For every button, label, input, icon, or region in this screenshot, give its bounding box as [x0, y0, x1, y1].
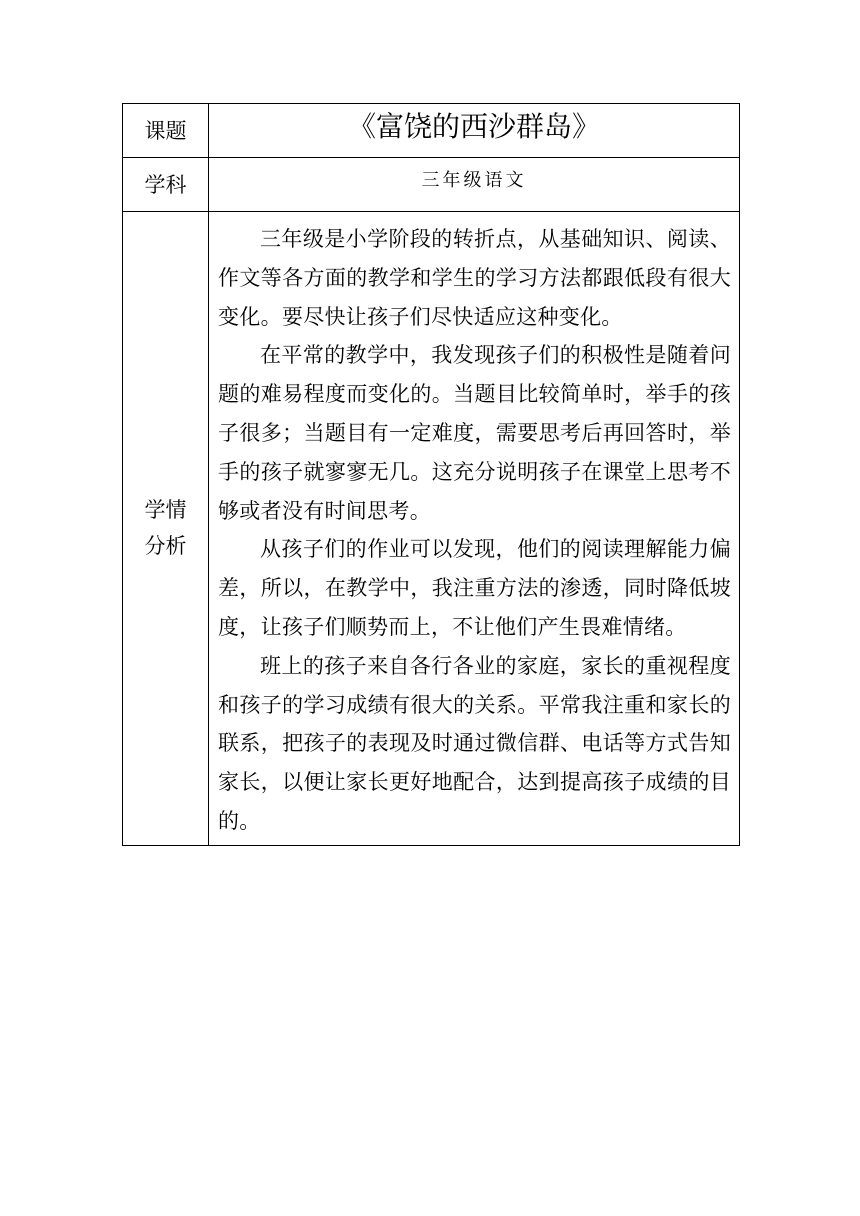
topic-label-cell [123, 104, 209, 158]
subject-value-cell [209, 158, 740, 212]
table-row-subject [123, 158, 740, 212]
subject-value: 三年级语文 [421, 169, 527, 191]
analysis-paragraph: 在平常的教学中，我发现孩子们的积极性是随着问题的难易程度而变化的。当题目比较简单时，举手的孩子很多；当题目有一定难度，需要思考后再回答时，举手的孩子就寥寥无几。这充分说明孩子在课堂上思考不够或者没有时间思考。 [218, 343, 731, 523]
analysis-paragraph: 从孩子们的作业可以发现，他们的阅读理解能力偏差，所以，在教学中，我注重方法的渗透，同时降低坡度，让孩子们顺势而上，不让他们产生畏难情绪。 [218, 537, 731, 639]
analysis-label-line-2: 分析 [144, 534, 187, 559]
topic-value-cell [209, 104, 740, 158]
analysis-paragraph: 班上的孩子来自各行各业的家庭，家长的重视程度和孩子的学习成绩有很大的关系。平常我注重和家长的联系，把孩子的表现及时通过微信群、电话等方式告知家长，以便让家长更好地配合，达到提高孩子成绩的目的。 [218, 653, 731, 833]
analysis-label-cell [123, 212, 209, 846]
lesson-title: 《富饶的西沙群岛》 [347, 109, 600, 143]
subject-label-cell [123, 158, 209, 212]
lesson-plan-table [122, 103, 740, 846]
table-row-analysis [123, 212, 740, 846]
analysis-label-line-1: 学情 [144, 498, 187, 523]
topic-label: 课题 [144, 118, 187, 143]
analysis-content-cell [209, 212, 740, 846]
subject-label: 学科 [144, 172, 187, 197]
table-row-topic [123, 104, 740, 158]
analysis-paragraph: 三年级是小学阶段的转折点，从基础知识、阅读、作文等各方面的教学和学生的学习方法都跟低段有很大变化。要尽快让孩子们尽快适应这种变化。 [218, 227, 731, 329]
